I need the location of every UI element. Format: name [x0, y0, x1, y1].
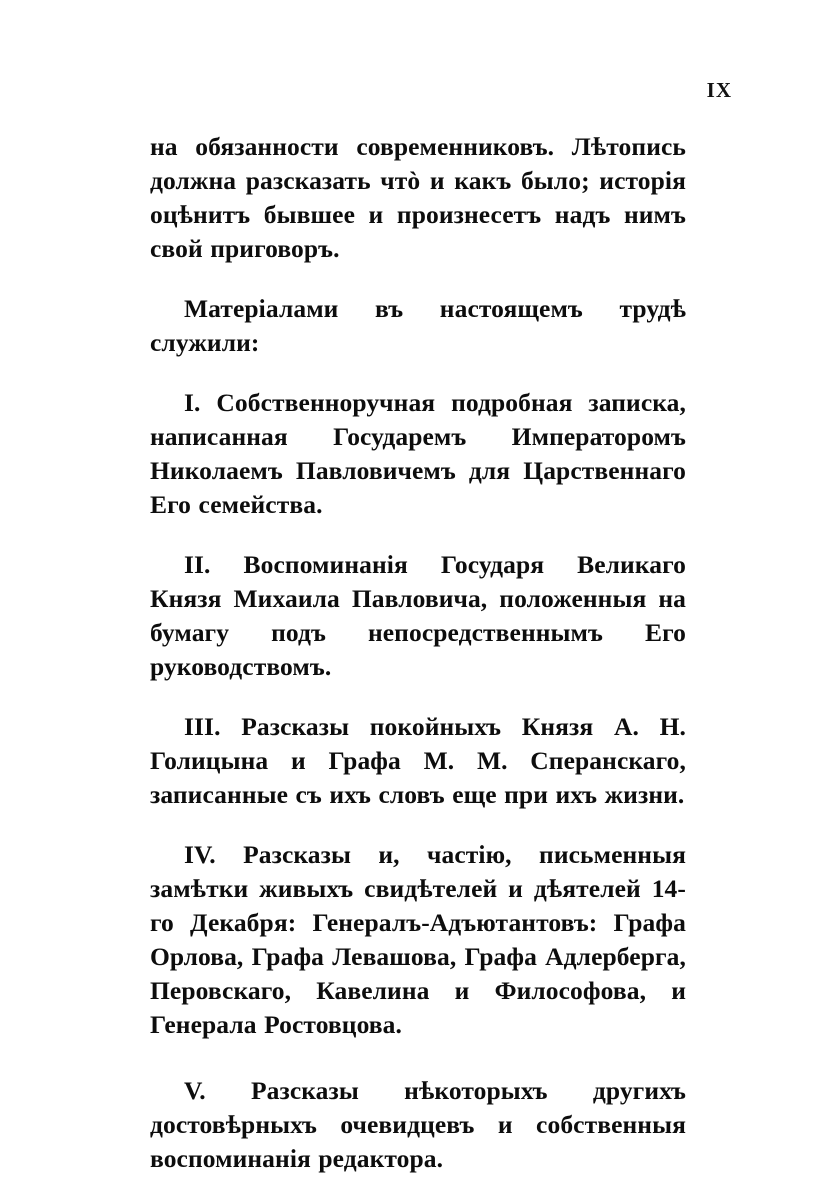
- paragraph-source-iv: IV. Разсказы и, частію, письменныя замѣтки живыхъ свидѣтелей и дѣятелей 14-го Декабря: Генералъ-Адъютантовъ: Графа Орлова, Графа Левашова, Графа Адлерберга, Перовскаго, Кавелина и Философова, и Генерала Ростовцова.: [150, 840, 686, 1039]
- page-body: [150, 130, 686, 1176]
- page-number: IX: [706, 78, 732, 102]
- paragraph-materials-intro: Матеріалами въ настоящемъ трудѣ служили:: [150, 294, 686, 357]
- paragraph-source-iii: III. Разсказы покойныхъ Князя А. Н. Голицына и Графа М. М. Сперанскаго, записанные съ ихъ словъ еще при ихъ жизни.: [150, 712, 686, 809]
- paragraph-continuation: на обязанности современниковъ. Лѣтопись должна разсказать чтò и какъ было; исторія оцѣнитъ бывшее и произнесетъ надъ нимъ свой приговоръ.: [150, 132, 686, 263]
- paragraph-source-i: I. Собственноручная подробная записка, написанная Государемъ Императоромъ Николаемъ Павловичемъ для Царственнаго Его семейства.: [150, 388, 686, 519]
- paragraph-source-ii: II. Воспоминанія Государя Великаго Князя Михаила Павловича, положенныя на бумагу подъ непосредственнымъ Его руководствомъ.: [150, 550, 686, 681]
- paragraph-source-v: V. Разсказы нѣкоторыхъ другихъ достовѣрныхъ очевидцевъ и собственныя воспоминанія редактора.: [150, 1076, 686, 1173]
